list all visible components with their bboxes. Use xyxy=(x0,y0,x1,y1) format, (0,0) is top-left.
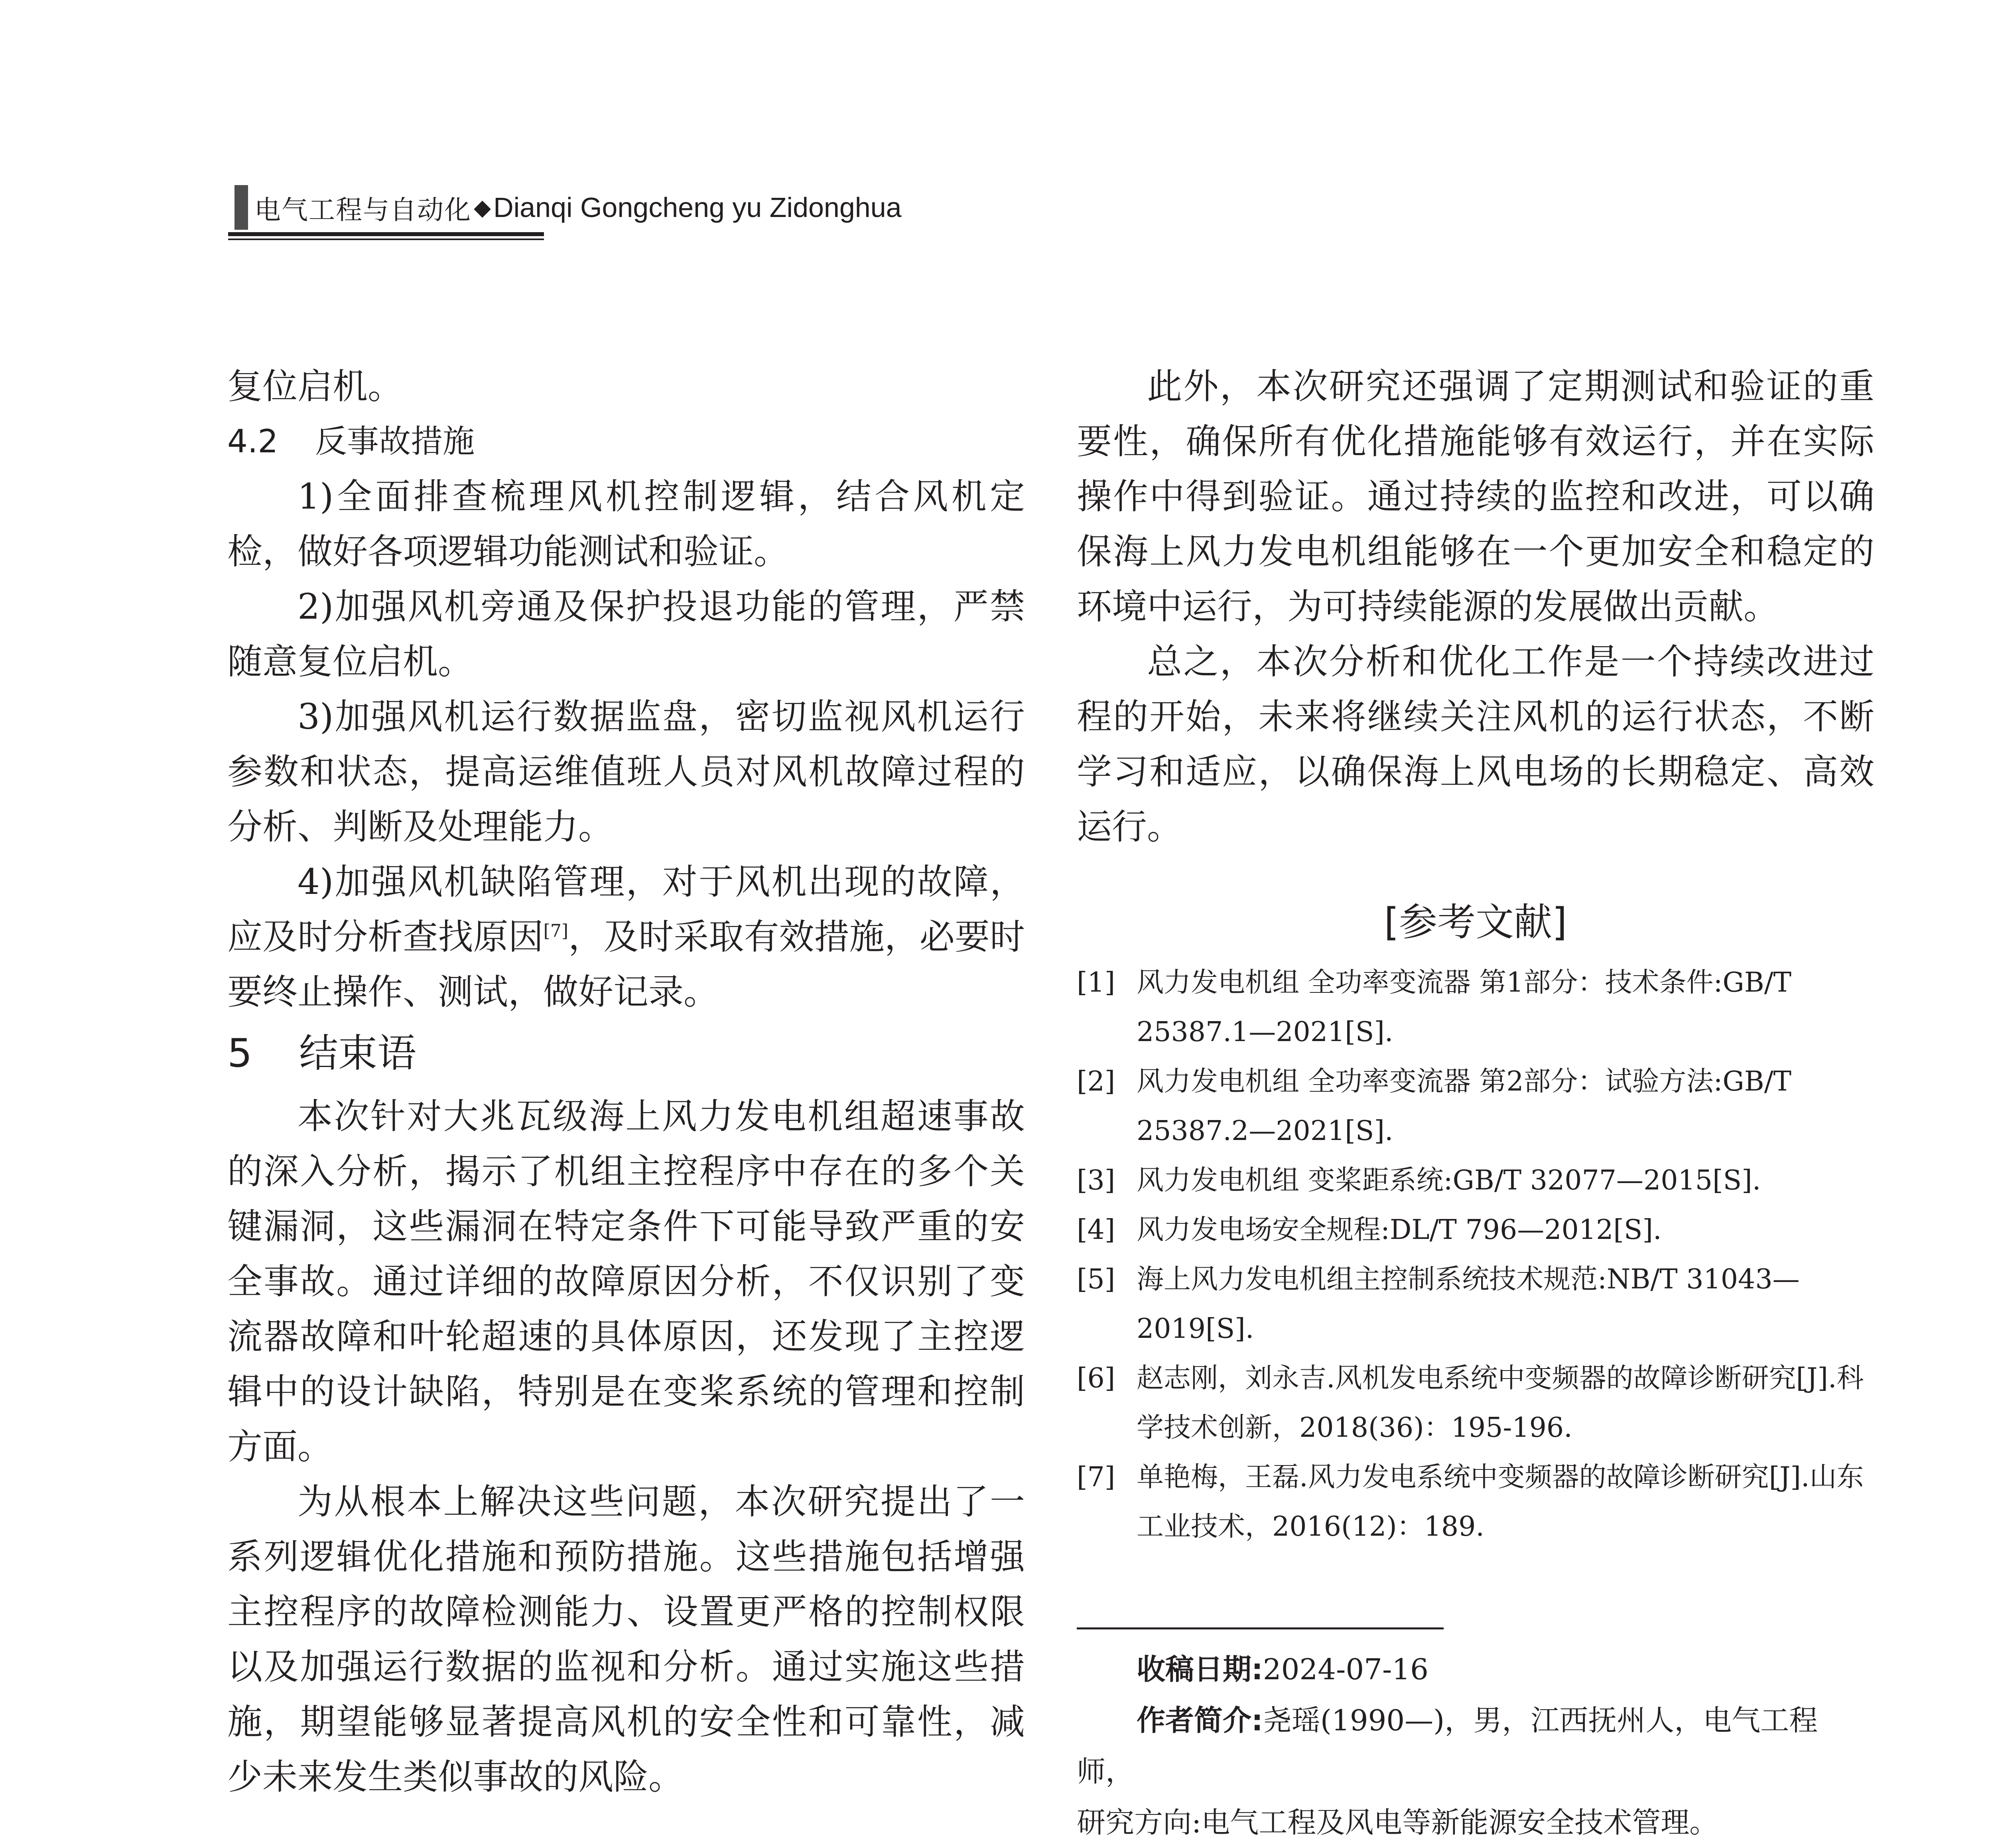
measure-item-1: 1)全面排查梳理风机控制逻辑，结合风机定检，做好各项逻辑功能测试和验证。 xyxy=(227,476,1025,572)
reference-item xyxy=(1077,1156,1874,1205)
header-rule-thick xyxy=(228,232,544,236)
author-bio-label: 作者简介: xyxy=(1137,1704,1263,1737)
paragraph-continuation: 复位启机。 xyxy=(227,366,403,407)
references-heading: [参考文献] xyxy=(1384,900,1567,945)
measure-item-4 xyxy=(227,854,1025,1020)
conclusion-paragraph-3: 此外，本次研究还强调了定期测试和验证的重要性，确保所有优化措施能够有效运行，并在实际操作中得到验证。通过持续的监控和改进，可以确保海上风力发电机组能够在一个更加安全和稳定的环境中运行，为可持续能源的发展做出贡献。 xyxy=(1077,366,1874,627)
section-number: 4.2 xyxy=(227,423,278,460)
section-number: 5 xyxy=(227,1031,252,1076)
reference-number: [1] xyxy=(1077,967,1115,998)
measure-item-4-text-b: ，及时采取有效措施，必要时要终止操作、测试，做好记录。 xyxy=(227,916,1025,1012)
measure-item-4-text-a: 4)加强风机缺陷管理，对于风机出现的故障，应及时分析查找原因 xyxy=(227,861,1025,957)
reference-item xyxy=(1077,1255,1874,1354)
received-date-value: 2024-07-16 xyxy=(1263,1653,1429,1686)
reference-item xyxy=(1077,1205,1874,1255)
reference-text: 赵志刚，刘永吉.风机发电系统中变频器的故障诊断研究[J].科学技术创新，2018(36)：195-196. xyxy=(1137,1363,1864,1444)
reference-list xyxy=(1077,958,1874,1552)
journal-name-en: Dianqi Gongcheng yu Zidonghua xyxy=(493,192,902,223)
reference-item xyxy=(1077,1354,1874,1453)
left-column xyxy=(227,359,1025,1805)
citation-superscript: [7] xyxy=(543,921,568,941)
reference-text: 海上风力发电机组主控制系统技术规范:NB/T 31043—2019[S]. xyxy=(1137,1264,1800,1345)
author-bio-continued: 研究方向:电气工程及风电等新能源安全技术管理。 xyxy=(1077,1806,1718,1839)
reference-number: [6] xyxy=(1077,1363,1115,1394)
reference-text: 风力发电机组 全功率变流器 第1部分：技术条件:GB/T 25387.1—2021[S]. xyxy=(1137,967,1791,1048)
reference-number: [4] xyxy=(1077,1214,1115,1246)
section-title: 反事故措施 xyxy=(315,423,475,460)
reference-number: [2] xyxy=(1077,1066,1115,1097)
received-date xyxy=(1077,1644,1874,1695)
header-bar-mark xyxy=(234,185,248,230)
author-bio-value: 尧瑶(1990—)，男，江西抚州人，电气工程师， xyxy=(1077,1704,1818,1788)
reference-number: [3] xyxy=(1077,1165,1115,1196)
journal-name-cn: 电气工程与自动化 xyxy=(254,194,471,225)
measure-item-3: 3)加强风机运行数据监盘，密切监视风机运行参数和状态，提高运维值班人员对风机故障过程的分析、判断及处理能力。 xyxy=(227,696,1025,847)
author-bio xyxy=(1077,1695,1874,1797)
right-column xyxy=(1077,359,1874,1848)
footnote-rule xyxy=(1077,1627,1444,1629)
section-heading-5 xyxy=(227,1027,1025,1080)
conclusion-paragraph-2: 为从根本上解决这些问题，本次研究提出了一系列逻辑优化措施和预防措施。这些措施包括增强主控程序的故障检测能力、设置更严格的控制权限以及加强运行数据的监视和分析。通过实施这些措施，期望能够显著提高风机的安全性和可靠性，减少未来发生类似事故的风险。 xyxy=(227,1481,1025,1797)
measure-item-2: 2)加强风机旁通及保护投退功能的管理，严禁随意复位启机。 xyxy=(227,586,1025,682)
reference-text: 风力发电机组 变桨距系统:GB/T 32077—2015[S]. xyxy=(1137,1165,1761,1196)
running-header xyxy=(234,183,902,231)
received-date-label: 收稿日期: xyxy=(1137,1653,1263,1686)
reference-text: 单艳梅，王磊.风力发电系统中变频器的故障诊断研究[J].山东工业技术，2016(12)：189. xyxy=(1137,1461,1864,1542)
reference-item xyxy=(1077,958,1874,1057)
header-rule-thin xyxy=(228,239,544,240)
reference-number: [5] xyxy=(1077,1264,1115,1295)
conclusion-paragraph-4: 总之，本次分析和优化工作是一个持续改进过程的开始，未来将继续关注风机的运行状态，不断学习和适应，以确保海上风电场的长期稳定、高效运行。 xyxy=(1077,641,1874,847)
reference-text: 风力发电机组 全功率变流器 第2部分：试验方法:GB/T 25387.2—2021[S]. xyxy=(1137,1066,1791,1147)
reference-item xyxy=(1077,1453,1874,1552)
reference-item xyxy=(1077,1057,1874,1156)
section-heading-4-2 xyxy=(227,414,1025,469)
reference-text: 风力发电场安全规程:DL/T 796—2012[S]. xyxy=(1137,1214,1662,1246)
section-title: 结束语 xyxy=(299,1031,417,1076)
conclusion-paragraph-1: 本次针对大兆瓦级海上风力发电机组超速事故的深入分析，揭示了机组主控程序中存在的多个关键漏洞，这些漏洞在特定条件下可能导致严重的安全事故。通过详细的故障原因分析，不仅识别了变流器故障和叶轮超速的具体原因，还发现了主控逻辑中的设计缺陷，特别是在变桨系统的管理和控制方面。 xyxy=(227,1096,1025,1467)
diamond-icon: ◆ xyxy=(474,194,491,221)
reference-number: [7] xyxy=(1077,1461,1115,1493)
